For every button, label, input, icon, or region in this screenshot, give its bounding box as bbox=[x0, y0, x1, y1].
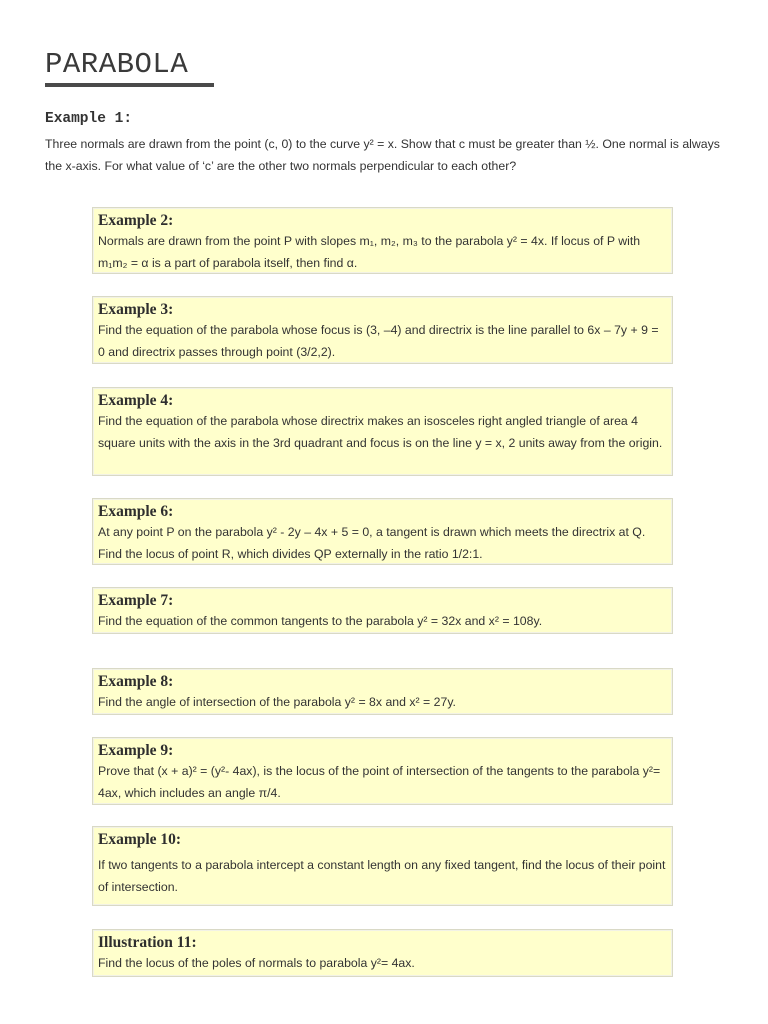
example-box bbox=[92, 296, 673, 364]
example-box bbox=[92, 207, 673, 274]
example-1-heading: Example 1: bbox=[45, 111, 133, 127]
example-title: Example 9: bbox=[98, 742, 174, 759]
example-title: Example 2: bbox=[98, 212, 174, 229]
example-text: Prove that (x + a)² = (y²- 4ax), is the locus of the point of intersection of the tangents to the parabola y²= 4ax, which includes an angle π/4. bbox=[98, 764, 661, 800]
example-box bbox=[92, 929, 673, 977]
example-title: Example 8: bbox=[98, 673, 174, 690]
example-text: Find the equation of the common tangents to the parabola y² = 32x and x² = 108y. bbox=[98, 614, 543, 628]
example-text: If two tangents to a parabola intercept a constant length on any fixed tangent, find the locus of their point of intersection. bbox=[98, 858, 666, 894]
example-1-text: Three normals are drawn from the point (c, 0) to the curve y² = x. Show that c must be greater than ½. One normal is always the x-axis. For what value of ‘c’ are the other two normals perpendicular to each other? bbox=[45, 137, 720, 173]
example-title: Example 3: bbox=[98, 301, 174, 318]
example-text: At any point P on the parabola y² - 2y – 4x + 5 = 0, a tangent is drawn which meets the directrix at Q. Find the locus of point R, which divides QP externally in the ratio 1/2:1. bbox=[98, 525, 646, 561]
example-box bbox=[92, 387, 673, 476]
title-underline bbox=[45, 83, 214, 87]
page-title: PARABOLA bbox=[45, 48, 189, 81]
example-box bbox=[92, 498, 673, 565]
example-title: Example 7: bbox=[98, 592, 174, 609]
example-box bbox=[92, 668, 673, 715]
example-title: Example 10: bbox=[98, 831, 182, 848]
example-title: Illustration 11: bbox=[98, 934, 197, 951]
example-text: Find the equation of the parabola whose focus is (3, –4) and directrix is the line parallel to 6x – 7y + 9 = 0 and directrix passes through point (3/2,2). bbox=[98, 323, 659, 359]
example-text: Find the locus of the poles of normals to parabola y²= 4ax. bbox=[98, 956, 415, 970]
example-title: Example 4: bbox=[98, 392, 174, 409]
example-box bbox=[92, 587, 673, 634]
example-box bbox=[92, 826, 673, 906]
example-box bbox=[92, 737, 673, 805]
example-text: Normals are drawn from the point P with slopes m₁, m₂, m₃ to the parabola y² = 4x. If locus of P with m₁m₂ = α is a part of parabola itself, then find α. bbox=[98, 234, 641, 270]
example-text: Find the equation of the parabola whose directrix makes an isosceles right angled triangle of area 4 square units with the axis in the 3rd quadrant and focus is on the line y = x, 2 units away from the origin. bbox=[98, 414, 663, 450]
example-text: Find the angle of intersection of the parabola y² = 8x and x² = 27y. bbox=[98, 695, 456, 709]
example-title: Example 6: bbox=[98, 503, 174, 520]
